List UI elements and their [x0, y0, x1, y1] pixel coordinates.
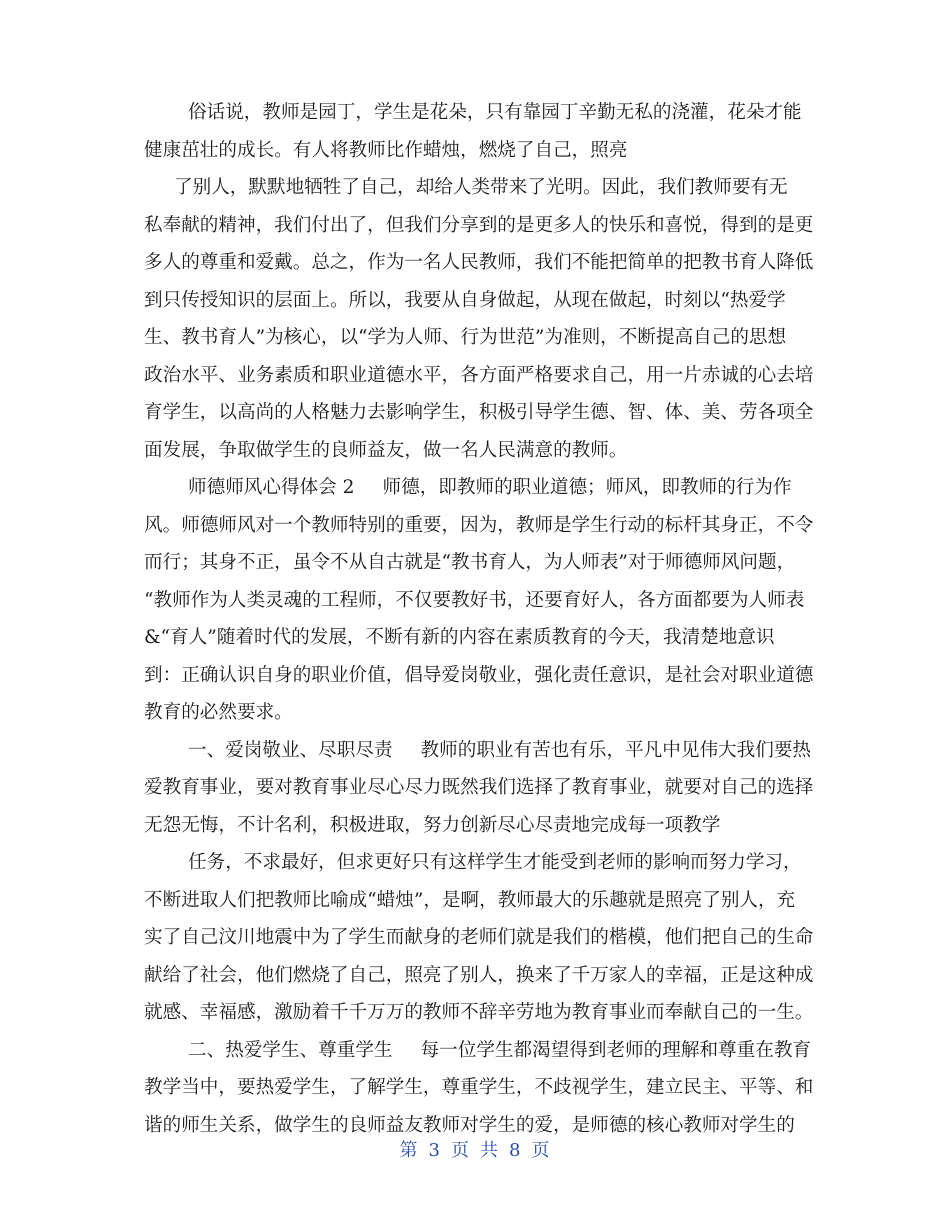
paragraph-line: 无怨无悔，不计名利，积极进取，努力创新尽心尽责地完成每一项教学	[144, 814, 721, 836]
current-page-number: 3	[428, 1140, 441, 1161]
section-heading: 师德师风心得体会 2	[188, 477, 355, 498]
paragraph-line: 俗话说，教师是园丁，学生是花朵，只有靠园丁辛勤无私的浇灌，花朵才能	[188, 102, 802, 123]
paragraph-line: 献给了社会，他们燃烧了自己，照亮了别人，换来了千万家人的幸福，正是这种成	[144, 964, 814, 986]
paragraph-line: 风。师德师风对一个教师特别的重要，因为，教师是学生行动的标杆其身正，不令	[144, 514, 814, 536]
paragraph-line: “教师作为人类灵魂的工程师，不仅要教好书，还要育好人，各方面都要为人师表	[144, 589, 805, 611]
section-heading-line	[144, 1032, 816, 1070]
paragraph-line: 健康茁壮的成长。有人将教师比作蜡烛，燃烧了自己，照亮	[144, 139, 628, 161]
paragraph-line: 到只传授知识的层面上。所以，我要从自身做起，从现在做起，时刻以“热爱学	[144, 289, 786, 311]
footer-total-label: 共	[480, 1140, 499, 1161]
document-body	[144, 94, 816, 1144]
section-heading: 一、爱岗敬业、尽职尽责	[188, 739, 393, 761]
section-heading-text: 每一位学生都渴望得到老师的理解和尊重在教育	[420, 1039, 812, 1061]
paragraph-line: 面发展，争取做学生的良师益友，做一名人民满意的教师。	[144, 439, 628, 461]
paragraph-line: 了别人，默默地牺牲了自己，却给人类带来了光明。因此，我们教师要有无	[174, 177, 788, 198]
paragraph-line: 私奉献的精神，我们付出了，但我们分享到的是更多人的快乐和喜悦，得到的是更	[144, 214, 814, 236]
section-heading-line	[144, 469, 816, 507]
paragraph-line: &“育人”随着时代的发展，不断有新的内容在素质教育的今天，我清楚地意识	[144, 627, 775, 648]
paragraph-line: 到：正确认识自身的职业价值，倡导爱岗敬业，强化责任意识，是社会对职业道德	[144, 664, 814, 686]
paragraph-line: 实了自己汶川地震中为了学生而献身的老师们就是我们的楷模，他们把自己的生命	[144, 927, 814, 948]
paragraph-line: 不断进取人们把教师比喻成“蜡烛”，是啊，教师最大的乐趣就是照亮了别人，充	[144, 889, 796, 911]
footer-prefix: 第	[399, 1140, 419, 1161]
paragraph-line: 生、教书育人”为核心，以“学为人师、行为世范”为准则，不断提高自己的思想	[144, 327, 787, 348]
section-heading-line	[144, 732, 816, 770]
page-footer	[0, 1136, 950, 1162]
paragraph-line: 就感、幸福感，激励着千千万万的教师不辞辛劳地为教育事业而奉献自己的一生。	[144, 1002, 814, 1023]
paragraph-line: 谐的师生关系，做学生的良师益友教师对学生的爱，是师德的核心教师对学生的	[144, 1114, 795, 1136]
footer-page-label: 页	[451, 1140, 470, 1161]
section-heading: 二、热爱学生、尊重学生	[188, 1039, 393, 1061]
section-heading-text: 教师的职业有苦也有乐，平凡中见伟大我们要热	[420, 739, 812, 761]
paragraph-line: 任务，不求最好，但求更好只有这样学生才能受到老师的影响而努力学习，	[188, 852, 802, 873]
paragraph-line: 爱教育事业，要对教育事业尽心尽力既然我们选择了教育事业，就要对自己的选择	[144, 777, 814, 798]
paragraph-line: 而行；其身不正，虽令不从自古就是“教书育人，为人师表”对于师德师风问题，	[144, 552, 796, 573]
paragraph-line: 政治水平、业务素质和职业道德水平，各方面严格要求自己，用一片赤诚的心去培	[144, 364, 814, 386]
paragraph-line: 教学当中，要热爱学生，了解学生，尊重学生，不歧视学生，建立民主、平等、和	[144, 1077, 814, 1098]
footer-suffix: 页	[531, 1140, 551, 1161]
section-heading-text: 师德，即教师的职业道德；师风，即教师的行为作	[382, 477, 792, 498]
paragraph-line: 教育的必然要求。	[144, 702, 293, 723]
paragraph-line: 育学生，以高尚的人格魅力去影响学生，积极引导学生德、智、体、美、劳各项全	[144, 402, 814, 423]
paragraph-line: 多人的尊重和爱戴。总之，作为一名人民教师，我们不能把简单的把教书育人降低	[144, 252, 814, 273]
total-page-number: 8	[509, 1140, 522, 1161]
